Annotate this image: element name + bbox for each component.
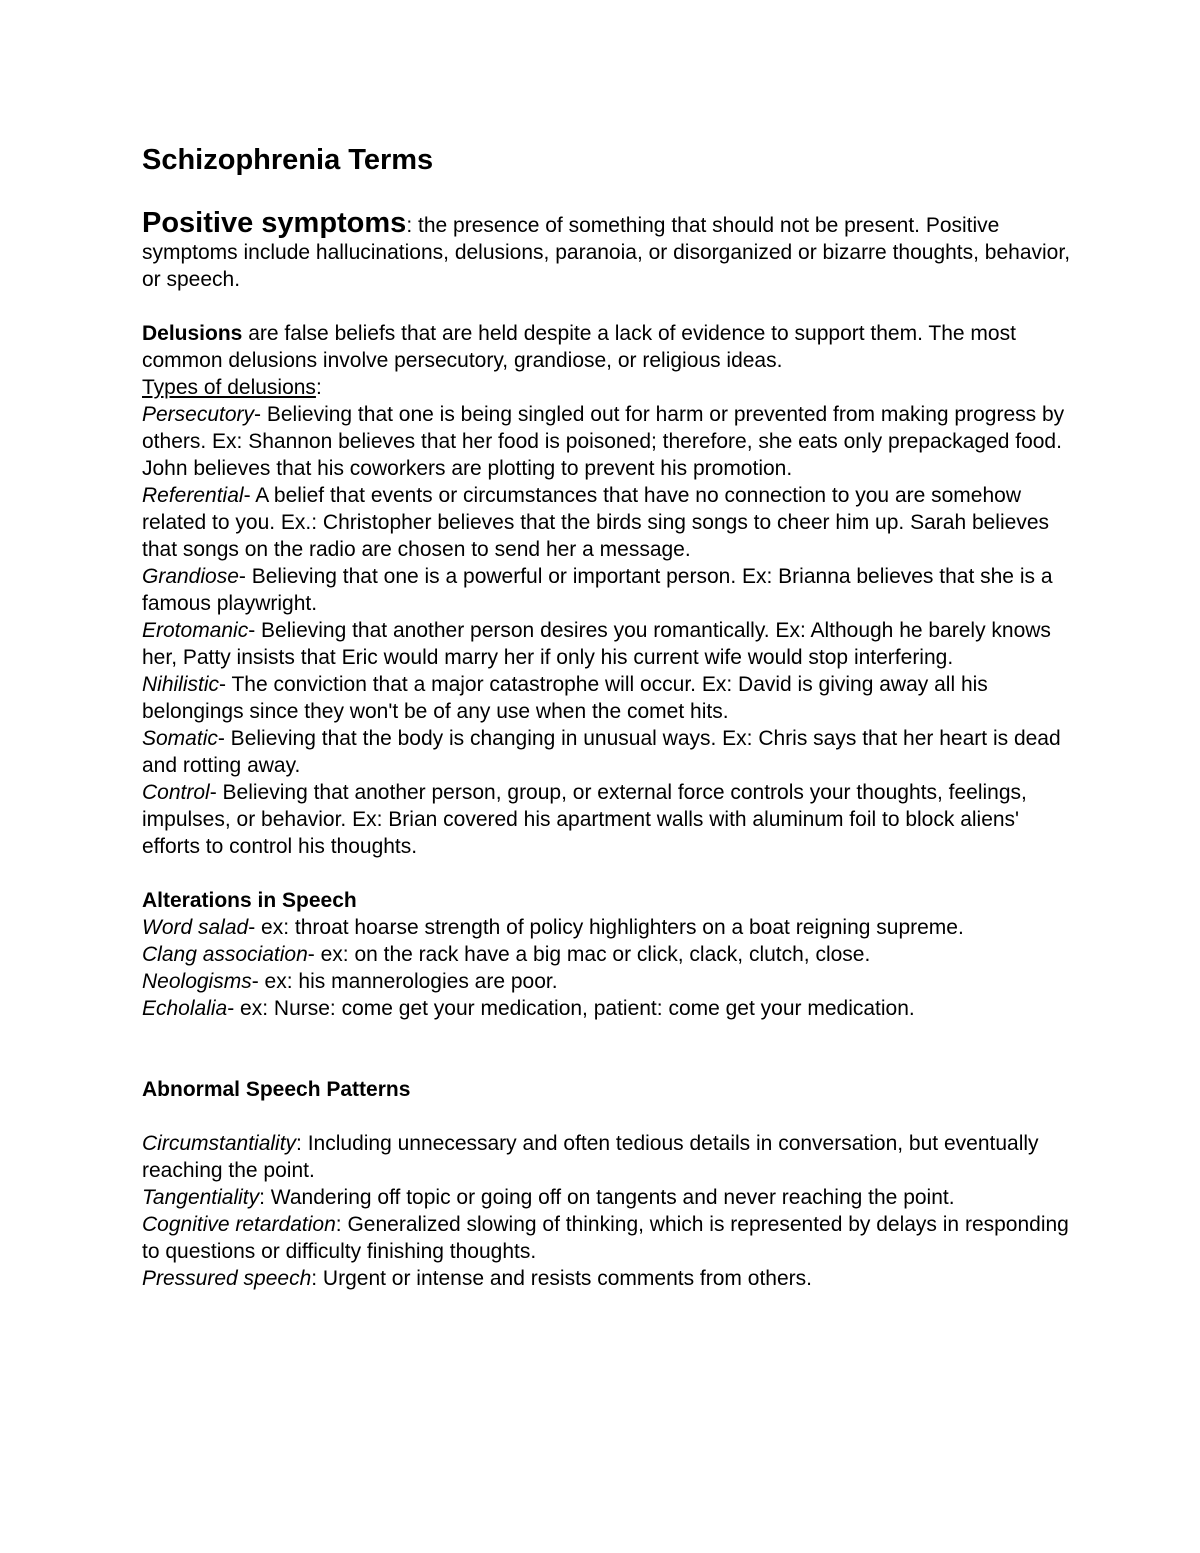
- delusion-term: Referential: [142, 484, 244, 507]
- alteration-term: Echolalia: [142, 997, 228, 1020]
- delusion-type: Persecutory- Believing that one is being singled out for harm or prevented from making progress by others. Ex: Shannon believes that her food is poisoned; therefore, she eats only prepackaged food. John believes that his coworkers are plotting to prevent his promotion.: [142, 403, 1065, 480]
- abnormal-speech-item: Tangentiality: Wandering off topic or going off on tangents and never reaching the point.: [142, 1186, 955, 1209]
- delusion-term: Nihilistic: [142, 673, 220, 696]
- positive-symptoms-definition: : the presence of something that should not be present. Positive symptoms include hallucinations, delusions, paranoia, or disorganized or bizarre thoughts, behavior, or speech.: [142, 214, 1071, 291]
- delusions-intro: are false beliefs that are held despite a lack of evidence to support them. The most common delusions involve persecutory, grandiose, or religious ideas.: [142, 322, 1016, 372]
- abnormal-speech-item: Circumstantiality: Including unnecessary and often tedious details in conversation, but eventually reaching the point.: [142, 1132, 1039, 1182]
- alterations-heading: Alterations in Speech: [142, 889, 357, 912]
- delusions-paragraph: [142, 320, 1072, 374]
- abnormal-speech-term: Tangentiality: [142, 1186, 260, 1209]
- document-page: [142, 140, 1072, 1292]
- spacer: [142, 1103, 1072, 1130]
- delusion-type: Nihilistic- The conviction that a major catastrophe will occur. Ex: David is giving away all his belongings since they won't be of any use when the comet hits.: [142, 673, 988, 723]
- types-of-delusions-label: Types of delusions:: [142, 376, 322, 399]
- alteration-term: Word salad: [142, 916, 249, 939]
- abnormal-speech-term: Cognitive retardation: [142, 1213, 336, 1236]
- delusion-type: Grandiose- Believing that one is a powerful or important person. Ex: Brianna believes that she is a famous playwright.: [142, 565, 1053, 615]
- abnormal-speech-item: Cognitive retardation: Generalized slowing of thinking, which is represented by delays in responding to questions or difficulty finishing thoughts.: [142, 1213, 1069, 1263]
- alteration-item: Clang association- ex: on the rack have a big mac or click, clack, clutch, close.: [142, 943, 871, 966]
- delusion-type: Control- Believing that another person, group, or external force controls your thoughts, feelings, impulses, or behavior. Ex: Brian covered his apartment walls with aluminum foil to block aliens' efforts to control his thoughts.: [142, 781, 1027, 858]
- page-title: Schizophrenia Terms: [142, 144, 434, 176]
- alteration-item: Echolalia- ex: Nurse: come get your medication, patient: come get your medication.: [142, 997, 915, 1020]
- spacer: [142, 1022, 1072, 1076]
- delusion-term: Persecutory: [142, 403, 255, 426]
- alteration-item: Word salad- ex: throat hoarse strength of policy highlighters on a boat reigning supreme.: [142, 916, 964, 939]
- alteration-item: Neologisms- ex: his mannerologies are poor.: [142, 970, 558, 993]
- abnormal-speech-item: Pressured speech: Urgent or intense and resists comments from others.: [142, 1267, 812, 1290]
- alteration-term: Clang association: [142, 943, 308, 966]
- delusion-type: Referential- A belief that events or circumstances that have no connection to you are somehow related to you. Ex.: Christopher believes that the birds sing songs to cheer him up. Sarah believes that songs on the radio are chosen to send her a message.: [142, 484, 1049, 561]
- spacer: [142, 293, 1072, 320]
- abnormal-speech-heading: Abnormal Speech Patterns: [142, 1078, 411, 1101]
- delusion-term: Control: [142, 781, 210, 804]
- spacer: [142, 860, 1072, 887]
- delusion-type: Erotomanic- Believing that another person desires you romantically. Ex: Although he barely knows her, Patty insists that Eric would marry her if only his current wife would stop interfering.: [142, 619, 1051, 669]
- abnormal-speech-term: Circumstantiality: [142, 1132, 297, 1155]
- positive-symptoms-paragraph: [142, 207, 1072, 293]
- abnormal-speech-term: Pressured speech: [142, 1267, 312, 1290]
- delusion-term: Somatic: [142, 727, 218, 750]
- delusion-term: Erotomanic: [142, 619, 249, 642]
- delusion-type: Somatic- Believing that the body is changing in unusual ways. Ex: Chris says that her heart is dead and rotting away.: [142, 727, 1061, 777]
- delusion-term: Grandiose: [142, 565, 239, 588]
- delusions-heading: Delusions: [142, 322, 243, 345]
- alteration-term: Neologisms: [142, 970, 252, 993]
- positive-symptoms-heading: Positive symptoms: [142, 207, 407, 239]
